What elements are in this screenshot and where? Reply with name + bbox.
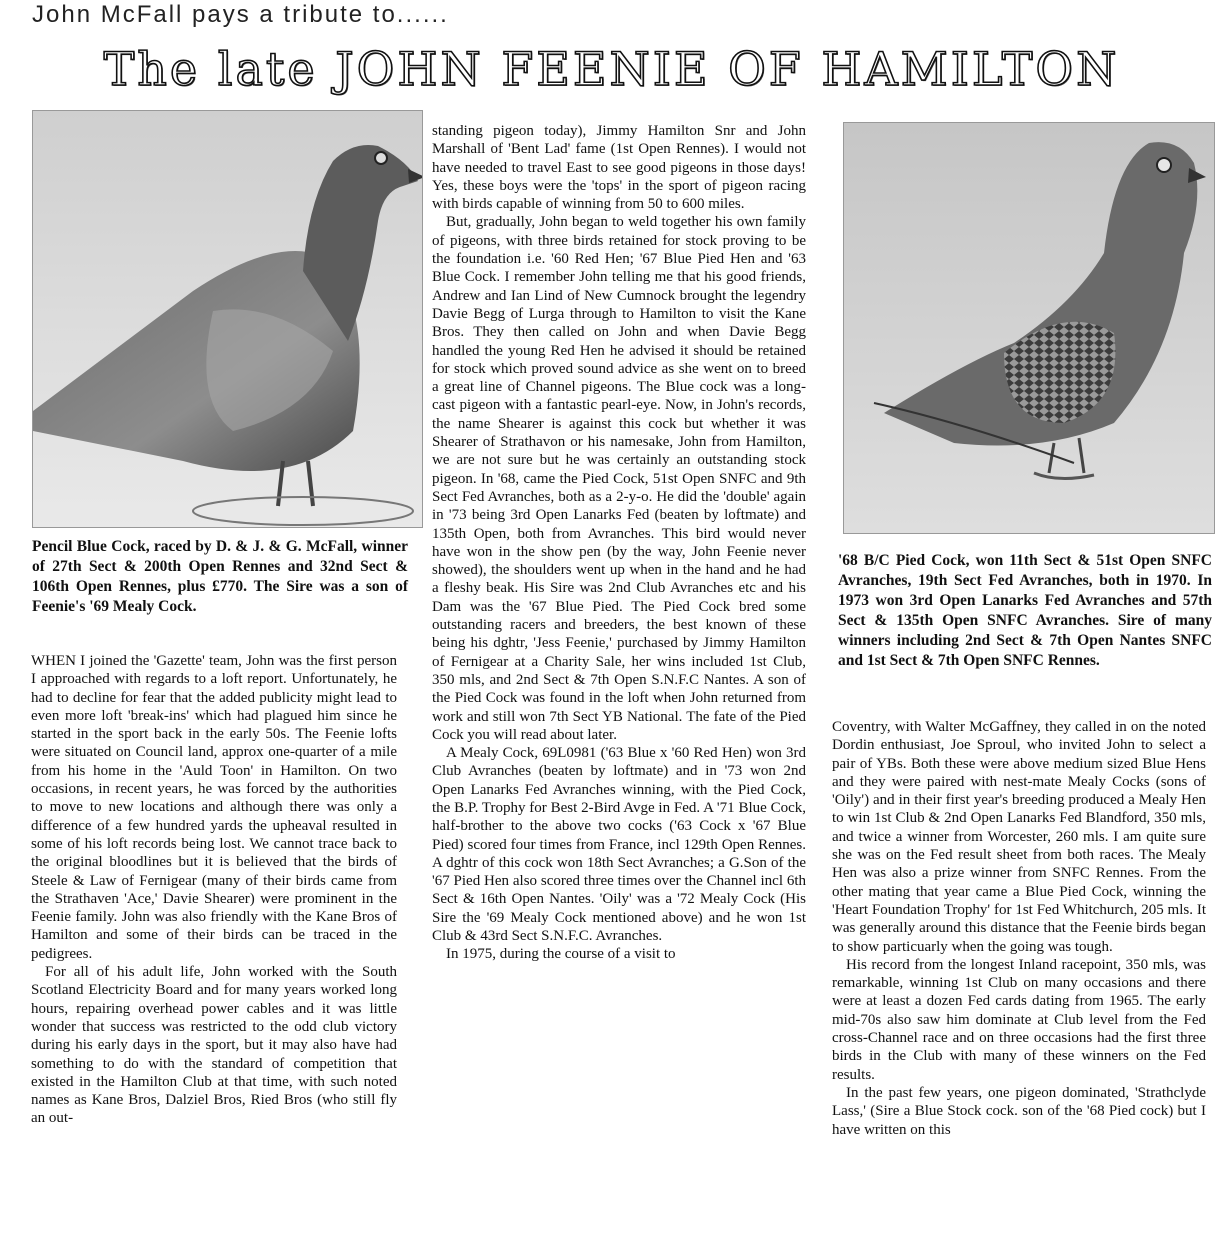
left-pigeon-photo — [32, 110, 423, 528]
right-pigeon-photo — [843, 122, 1215, 534]
left-photo-caption: Pencil Blue Cock, raced by D. & J. & G. McFall, winner of 27th Sect & 200th Open Rennes and 32nd Sect & 106th Open Rennes, plus £770. The Sire was a son of Feenie's '69 Mealy Cock. — [32, 538, 408, 615]
col3-paragraph: His record from the longest Inland racepoint, 350 mls, was remarkable, winning 1st Club on many occasions and there were at least a dozen Fed cards dating from 1965. The early mid-70s also saw him dominate at Club level from the Fed cross-Channel race and on three occasions had the first three birds in the Club with many of these winners on the Fed results. — [832, 956, 1206, 1083]
col3-paragraph: Coventry, with Walter McGaffney, they called in on the noted Dordin enthusiast, Joe Sproul, who invited John to select a pair of YBs. Both these were above medium sized Blue Hens and they were paired with nest-mate Mealy Cocks (sons of 'Oily') and in their first year's breeding produced a Mealy Hen to win 1st Club & 2nd Open Lanarks Fed Blandford, 350 mls, and twice a winner from Worcester, 260 mls. I am quite sure she was on the Fed result sheet from both races. The Mealy Hen was also a prize winner from SNFC Rennes. From the other mating that year came a Blue Pied Cock, winning the 'Heart Foundation Trophy' for 1st Fed Whitchurch, 205 mls. It was generally around this distance that the Feenie birds began to show particuarly when the going was tough. — [832, 719, 1206, 955]
kicker-byline: John McFall pays a tribute to...... — [32, 1, 449, 28]
col2-paragraph: standing pigeon today), Jimmy Hamilton Snr and John Marshall of 'Bent Lad' fame (1st Open Rennes). I would not have needed to travel East to see good pigeons in those days! Yes, these boys were the 'tops' in the sport of pigeon racing with birds capable of winning from 50 to 600 miles. — [432, 123, 806, 213]
col2-paragraph: But, gradually, John began to weld together his own family of pigeons, with three birds retained for stock proving to be the foundation i.e. '60 Red Hen; '67 Blue Pied Hen and '63 Blue Cock. I remember John telling me that his good friends, Andrew and Ian Lind of New Cumnock brought the legendry Davie Begg of Lurga through to Hamilton to visit the Kane Bros. They then called on John and when Davie Begg handled the young Red Hen he advised it should be retained for stock which proved sound advice as she went on to breed a great line of Channel pigeons. The Blue cock was a long-cast pigeon with a fantastic pearl-eye. Now, in John's records, the name Shearer is against this cock but whether it was Shearer of Strathavon or his namesake, John from Hamilton, we are not sure but he was certainly an outstanding stock pigeon. In '68, came the Pied Cock, 51st Open SNFC and 9th Sect Fed Avranches, both as a 2-y-o. He did the 'double' again in '73 being 3rd Open Lanarks Fed (beaten by loftmate) and 135th Open, both from Avranches. This bird would never have won in the show pen (by the way, John Feenie never showed), the shoulders went up when in the hand and he had a fleshy beak. His Sire was 2nd Club Avranches etc and his Dam was the '67 Blue Pied. The Pied Cock bred some outstanding racers and breeders, the best known of these being his dghtr, 'Jess Feenie,' purchased by Jimmy Hamilton of Fernigear at a Charity Sale, her wins included 1st Club, 350 mls, and 2nd Sect & 7th Open S.N.F.C Nantes. A son of the Pied Cock was found in the loft when John returned from work and still won 7th Sect YB National. The fate of the Pied Cock you will read about later. — [432, 214, 806, 743]
col1-paragraph: For all of his adult life, John worked with the South Scotland Electricity Board and for many years worked long hours, repairing overhead power cables and it was little wonder that success was restricted to the odd club victory during his early days in the sport, but it may also have had something to do with the standard of competition that existed in the Hamilton Club at that time, with such noted names as Kane Bros, Dalziel Bros, Ried Bros (who still fly an out- — [31, 964, 397, 1127]
article-column-1 — [31, 652, 397, 1128]
col1-paragraph: WHEN I joined the 'Gazette' team, John was the first person I approached with regards to a loft report. Unfortunately, he had to decline for fear that the added publicity might lead to even more loft 'break-ins' which had plagued him since he started in the sport back in the early 50s. The Feenie lofts were situated on Council land, approx one-quarter of a mile from his home in the 'Auld Toon' in Hamilton. On two occasions, in recent years, he was forced by the authorities to move to new locations and although there was only a difference of a few hundred yards the upheaval resulted in some of his loft records being lost. We cannot trace back to the original bloodlines but it is believed that the birds of Steele & Law of Fernigear (many of their birds came from the Strathaven 'Ace,' Davie Shearer) were prominent in the Feenie family. John was also friendly with the Kane Bros of Hamilton and some of their birds can be traced in the pedigrees. — [31, 653, 397, 962]
col2-paragraph: In 1975, during the course of a visit to — [446, 946, 676, 963]
right-photo-caption: '68 B/C Pied Cock, won 11th Sect & 51st Open SNFC Avranches, 19th Sect Fed Avranches, both in 1970. In 1973 won 3rd Open Lanarks Fed Avranches and 57th Sect & 135th Open SNFC Avranches. Sire of many winners including 2nd Sect & 7th Open Nantes SNFC and 1st Sect & 7th Open SNFC Rennes. — [838, 552, 1212, 669]
headline: The late JOHN FEENIE OF HAMILTON — [103, 42, 1120, 96]
article-column-3 — [832, 718, 1206, 1139]
col2-paragraph: A Mealy Cock, 69L0981 ('63 Blue x '60 Red Hen) won 3rd Club Avranches (beaten by loftmate) and in '73 won 2nd Open Lanarks Fed Avranches winning, with the Pied Cock, the B.P. Trophy for Best 2-Bird Avge in Fed. A '71 Blue Cock, half-brother to the above two cocks ('63 Cock x '67 Blue Pied) scored four times from France, incl 129th Open Rennes. A dghtr of this cock won 18th Sect Avranches; a G.Son of the '67 Pied Hen also scored three times over the Channel incl 6th Sect & 16th Open Nantes. 'Oily' was a '72 Mealy Cock (His Sire the '69 Mealy Cock mentioned above) and he won 1st Club & 43rd Sect S.N.F.C. Avranches. — [432, 745, 806, 945]
col3-paragraph: In the past few years, one pigeon dominated, 'Strathclyde Lass,' (Sire a Blue Stock cock. son of the '68 Pied cock) but I have written on this — [832, 1084, 1206, 1138]
article-column-2 — [432, 122, 806, 964]
